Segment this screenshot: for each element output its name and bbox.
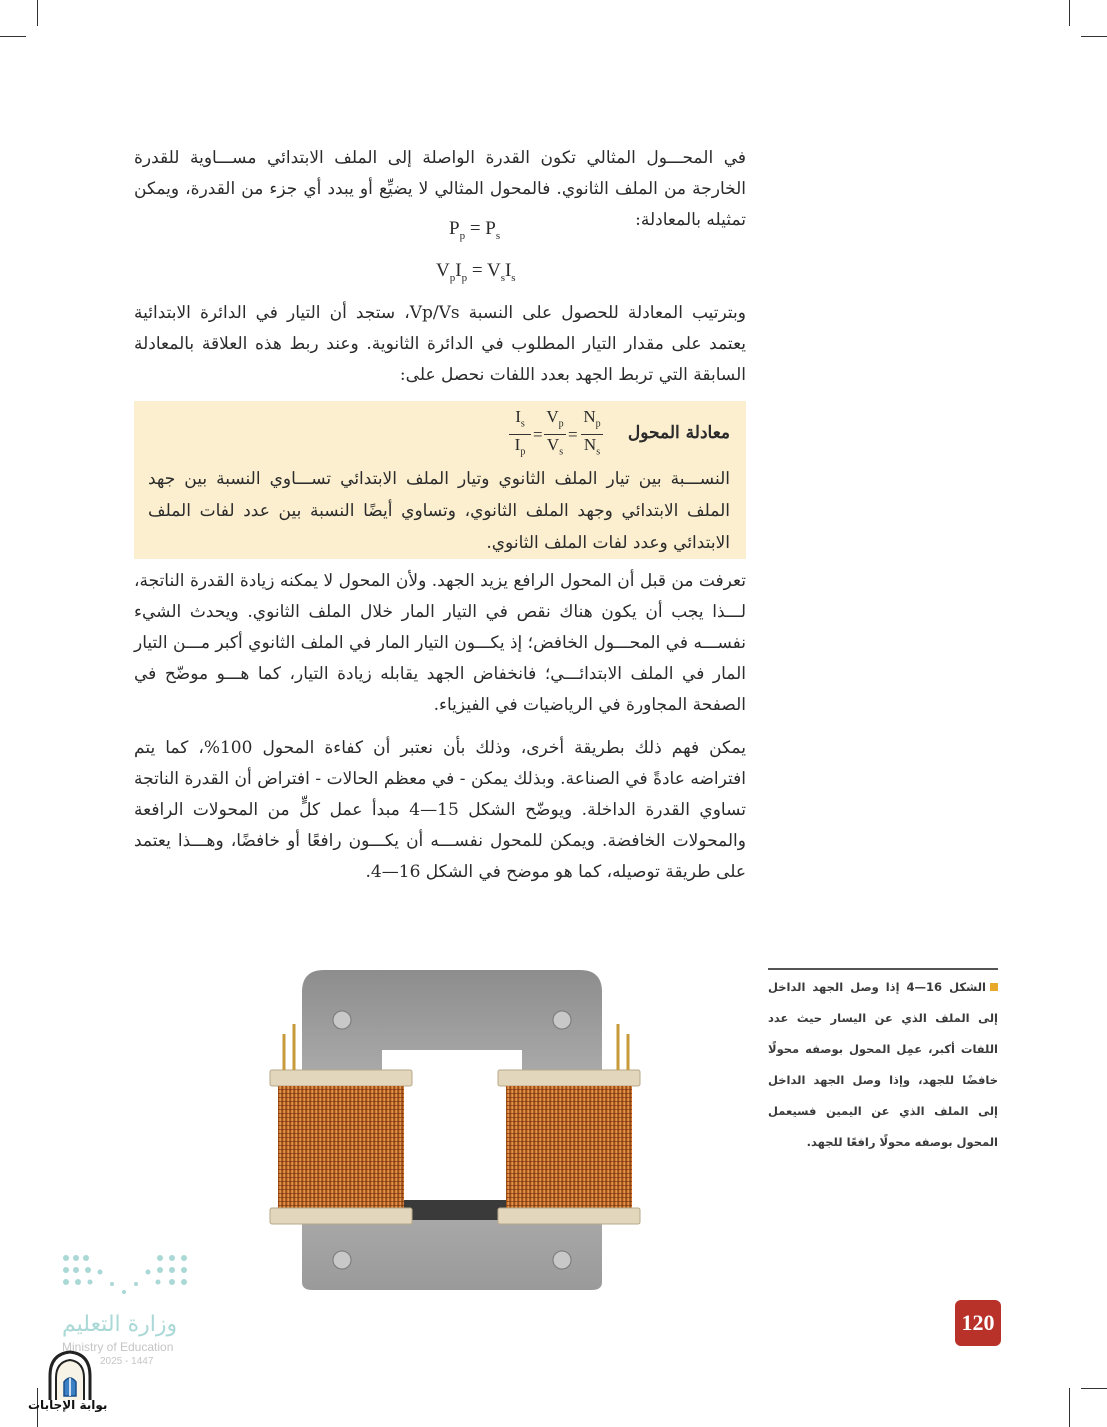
frac-den [509, 435, 531, 462]
frac-num [544, 407, 566, 435]
paragraph-text: في المحـــول المثالي تكون القدرة الواصلة إلى الملف الابتدائي مســـاوية للقدرة الخارجة من الملف الثانوي. فالمحول المثالي لا يضيِّع أو يبدد أي جزء من القدرة، ويمكن تمثيله بالمعادلة: [134, 148, 746, 230]
paragraph-text: تعرفت من قبل أن المحول الرافع يزيد الجهد. ولأن المحول لا يمكنه زيادة القدرة الناتجة، لـــذا يجب أن يكون هناك نقص في التيار المار خلال الملف الثانوي. ويحدث الشيء نفســـه في المحـــول الخافض؛ إذ يكـــون التيار المار في الملف الثانوي أكبر مـــن التيار المار في الملف الابتدائـــي؛ فانخفاض الجهد يقابله زيادة التيار، كما هـــو موضّح في الصفحة المجاورة في الرياضيات في الفيزياء. [134, 571, 747, 715]
fraction-turns [581, 407, 603, 463]
eq-term: V [486, 260, 501, 281]
bolt-icon [553, 1251, 571, 1269]
eq-sign: = [533, 425, 543, 444]
ministry-name-arabic: وزارة التعليم [62, 1312, 178, 1337]
eq-term: I [504, 260, 512, 281]
paragraph-ratio [134, 298, 746, 391]
bobbin-flange [498, 1070, 640, 1086]
frac-den [581, 435, 603, 462]
eq-sign: = [469, 218, 481, 239]
frac-den [544, 435, 566, 462]
ministry-logo-dots-icon [60, 1252, 200, 1302]
frac-sym: N [583, 407, 596, 426]
eq-term: V [436, 260, 450, 281]
frac-sub: p [520, 446, 526, 458]
crop-mark [1069, 0, 1070, 26]
fraction-voltage [544, 407, 566, 463]
eq-sub: s [500, 271, 505, 284]
ministry-name-english: Ministry of Education [62, 1340, 174, 1354]
bolt-icon [333, 1251, 351, 1269]
bobbin-flange [270, 1208, 412, 1224]
crop-mark [1081, 36, 1107, 37]
frac-sub: p [595, 418, 601, 430]
bolt-icon [553, 1011, 571, 1029]
callout-title: معادلة المحول [627, 423, 730, 443]
callout-body: النســـبة بين تيار الملف الثانوي وتيار الملف الابتدائي تســـاوي النسبة بين جهد الملف الابتدائي وجهد الملف الثانوي، وتساوي أيضًا النسبة بين عدد لفات الملف الابتدائي وعدد لفات الملف الثانوي. [148, 469, 730, 553]
page-number: 120 [955, 1300, 1001, 1346]
ministry-year: 2025 - 1447 [100, 1356, 154, 1367]
left-coil [278, 1086, 404, 1210]
frac-sub: p [558, 418, 564, 430]
paragraph-text: يمكن فهم ذلك بطريقة أخرى، وذلك بأن نعتبر أن كفاءة المحول 100%، كما يتم افتراضه عادةً في الصناعة. وبذلك يمكن - في معظم الحالات - افتراض أن القدرة الناتجة تساوي القدرة الداخلة. ويوضّح الشكل 15—4 مبدأ عمل كلٍّ من المحولات الرافعة والمحولات الخافضة. ويمكن للمحول نفســـه أن يكـــون رافعًا أو خافضًا، وهـــذا يعتمد على طريقة توصيله، كما هو موضح في الشكل 16—4. [134, 738, 746, 882]
equation-voltage-current [436, 260, 516, 284]
eq-term: P [485, 218, 496, 239]
caption-marker [990, 983, 998, 991]
eq-sub: s [511, 271, 516, 284]
crop-mark [1081, 1388, 1107, 1389]
frac-sym: V [546, 407, 559, 426]
eq-sign: = [471, 260, 483, 281]
frac-sub: s [596, 446, 601, 458]
bobbin-flange [270, 1070, 412, 1086]
frac-sym: I [515, 407, 521, 426]
frac-sym: N [583, 435, 597, 455]
frac-sub: s [520, 418, 525, 430]
eq-term: I [455, 260, 462, 281]
right-coil [506, 1086, 632, 1210]
frac-num [581, 407, 603, 435]
bobbin-flange [498, 1208, 640, 1224]
paragraph-text: وبترتيب المعادلة للحصول على النسبة Vp/Vs، ستجد أن التيار في الدائرة الابتدائية يعتمد على مقدار التيار المطلوب في الدائرة الثانوية. وعند ربط هذه العلاقة بالمعادلة السابقة التي تربط الجهد بعدد اللفات نحصل على: [134, 303, 746, 385]
eq-sub: p [459, 229, 466, 242]
frac-sub: s [559, 446, 564, 458]
eq-sub: s [495, 229, 501, 242]
crop-mark [1069, 1388, 1070, 1427]
eq-sub: p [461, 271, 468, 284]
frac-sym: I [514, 435, 521, 455]
paragraph-efficiency [134, 733, 746, 888]
figure-caption [768, 968, 998, 1158]
eq-sign: = [568, 425, 578, 444]
frac-num [509, 407, 531, 435]
portal-label: بوابة الإجابات [28, 1398, 108, 1412]
crop-mark [0, 36, 26, 37]
crop-mark [37, 0, 38, 26]
fraction-current [509, 407, 531, 463]
eq-sub: p [449, 271, 456, 284]
frac-sym: V [546, 435, 560, 455]
transformer-illustration [262, 962, 650, 1292]
caption-text: الشكل 16—4 إذا وصل الجهد الداخل إلى الملف الذي عن اليسار حيث عدد اللفات أكبر، عمِل المحول بوصفه محولًا خافضًا للجهد، وإذا وصل الجهد الداخل إلى الملف الذي عن اليمين فسيعمل المحول بوصفه محولًا رافعًا للجهد. [768, 980, 998, 1149]
transformer-equation-callout [134, 401, 746, 559]
paragraph-step-up [134, 566, 746, 721]
paragraph-ideal-transformer [134, 143, 746, 236]
equation-power [449, 218, 500, 242]
bolt-icon [333, 1011, 351, 1029]
eq-term: P [449, 218, 460, 239]
